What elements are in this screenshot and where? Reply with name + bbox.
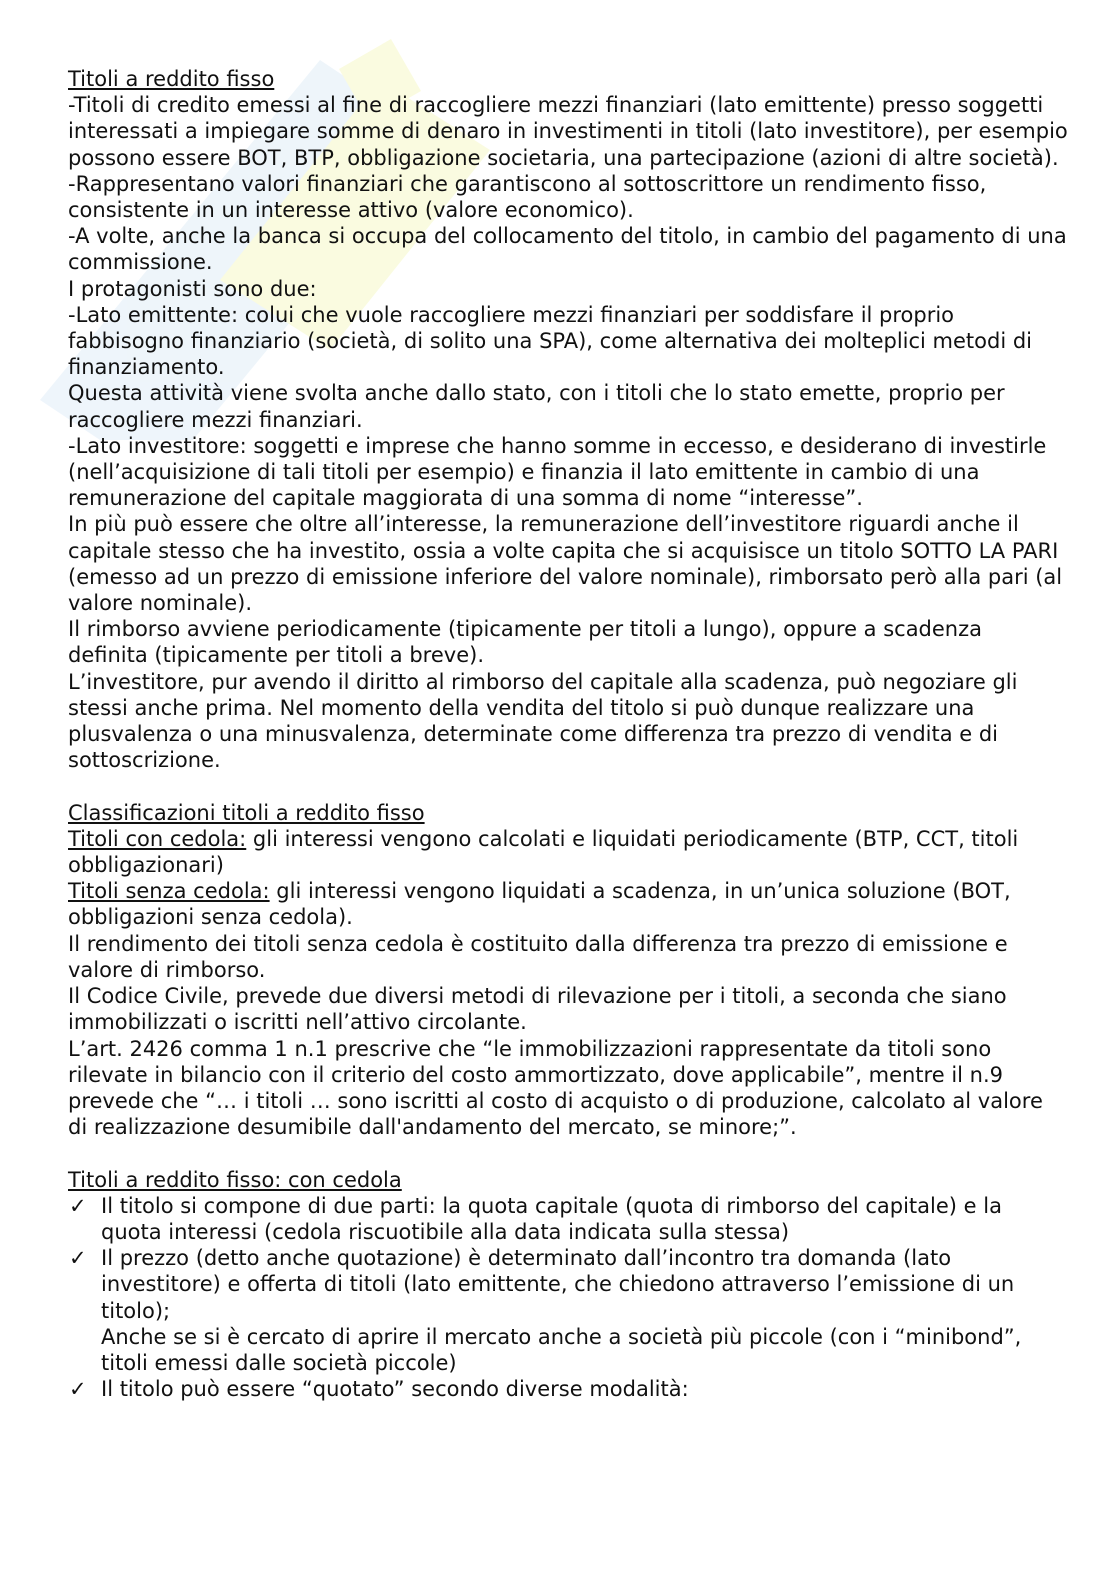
checkmark-icon: ✓ [69,1246,87,1271]
list-item [68,1376,1068,1402]
spacer [68,1140,1068,1166]
paragraph: Il Codice Civile, prevede due diversi metodi di rilevazione per i titoli, a seconda che siano immobilizzati o iscritti nell’attivo circolante. [68,984,1007,1035]
paragraph: L’art. 2426 comma 1 n.1 prescrive che “le immobilizzazioni rappresentate da titoli sono rilevate in bilancio con il criterio del costo ammortizzato, dove applicabile”, mentre il n.9 prevede che “… i titoli … sono iscritti al costo di acquisto o di produzione, calcolato al valore di realizzazione desumibile dall'andamento del mercato, se minore;”. [68,1036,1043,1140]
paragraph: I protagonisti sono due: [68,276,317,301]
list-item-text: Il prezzo (detto anche quotazione) è determinato dall’incontro tra domanda (lato investitore) e offerta di titoli (lato emittente, che chiedono attraverso l’emissione di un titolo); [101,1246,1015,1323]
paragraph: Questa attività viene svolta anche dallo stato, con i titoli che lo stato emette, proprio per raccogliere mezzi finanziari. [68,381,1005,432]
paragraph: Il rendimento dei titoli senza cedola è costituito dalla differenza tra prezzo di emissione e valore di rimborso. [68,931,1008,982]
term-text: gli interessi vengono calcolati e liquidati periodicamente (BTP, CCT, titoli obbligazionari) [68,826,1019,878]
document-page [68,66,1068,1402]
paragraph: -A volte, anche la banca si occupa del collocamento del titolo, in cambio del pagamento di una commissione. [68,224,1067,275]
definition-senza-cedola [68,878,1068,930]
term-text: gli interessi vengono liquidati a scadenza, in un’unica soluzione (BOT, obbligazioni senza cedola). [68,879,1011,930]
section-heading-classificazioni: Classificazioni titoli a reddito fisso [68,800,425,825]
definition-con-cedola [68,826,1068,878]
list-item-text: Il titolo si compone di due parti: la quota capitale (quota di rimborso del capitale) e la quota interessi (cedola riscuotibile alla data indicata sulla stessa) [101,1193,1002,1244]
paragraph: L’investitore, pur avendo il diritto al rimborso del capitale alla scadenza, può negoziare gli stessi anche prima. Nel momento della vendita del titolo si può dunque realizzare una plusvalenza o una minusvalenza, determinate come differenza tra prezzo di vendita e di sottoscrizione. [68,669,1018,773]
section-heading-con-cedola: Titoli a reddito fisso: con cedola [68,1167,402,1192]
paragraph: -Lato emittente: colui che vuole raccogliere mezzi finanziari per soddisfare il proprio fabbisogno finanziario (società, di solito una SPA), come alternativa dei molteplici metodi di finanziamento. [68,302,1033,380]
list-item-text: Il titolo può essere “quotato” secondo diverse modalità: [101,1377,689,1402]
paragraph: -Titoli di credito emessi al fine di raccogliere mezzi finanziari (lato emittente) presso soggetti interessati a impiegare somme di denaro in investimenti in titoli (lato investitore), per esempio possono essere BOT, BTP, obbligazione societaria, una partecipazione (azioni di altre società). [68,93,1068,170]
list-item [68,1245,1068,1376]
paragraph: In più può essere che oltre all’interesse, la remunerazione dell’investitore riguardi anche il capitale stesso che ha investito, ossia a volte capita che si acquisisce un titolo SOTTO LA PARI (emesso ad un prezzo di emissione inferiore del valore nominale), rimborsato però alla pari (al valore nominale). [68,512,1063,616]
list-item [68,1193,1068,1245]
checklist [68,1193,1068,1403]
term-label: Titoli senza cedola: [68,879,270,904]
spacer [68,773,1068,799]
section-heading-titoli-reddito-fisso: Titoli a reddito fisso [68,67,275,91]
list-item-continuation: Anche se si è cercato di aprire il mercato anche a società più piccole (con i “minibond”, titoli emessi dalle società piccole) [101,1324,1022,1375]
checkmark-icon: ✓ [69,1193,87,1218]
paragraph: -Rappresentano valori finanziari che garantiscono al sottoscrittore un rendimento fisso, consistente in un interesse attivo (valore economico). [68,171,987,223]
paragraph: Il rimborso avviene periodicamente (tipicamente per titoli a lungo), oppure a scadenza definita (tipicamente per titoli a breve). [68,617,983,668]
paragraph: -Lato investitore: soggetti e imprese che hanno somme in eccesso, e desiderano di investirle (nell’acquisizione di tali titoli per esempio) e finanzia il lato emittente in cambio di una remunerazione del capitale maggiorata di una somma di nome “interesse”. [68,433,1047,511]
checkmark-icon: ✓ [69,1377,87,1402]
term-label: Titoli con cedola: [68,826,247,851]
